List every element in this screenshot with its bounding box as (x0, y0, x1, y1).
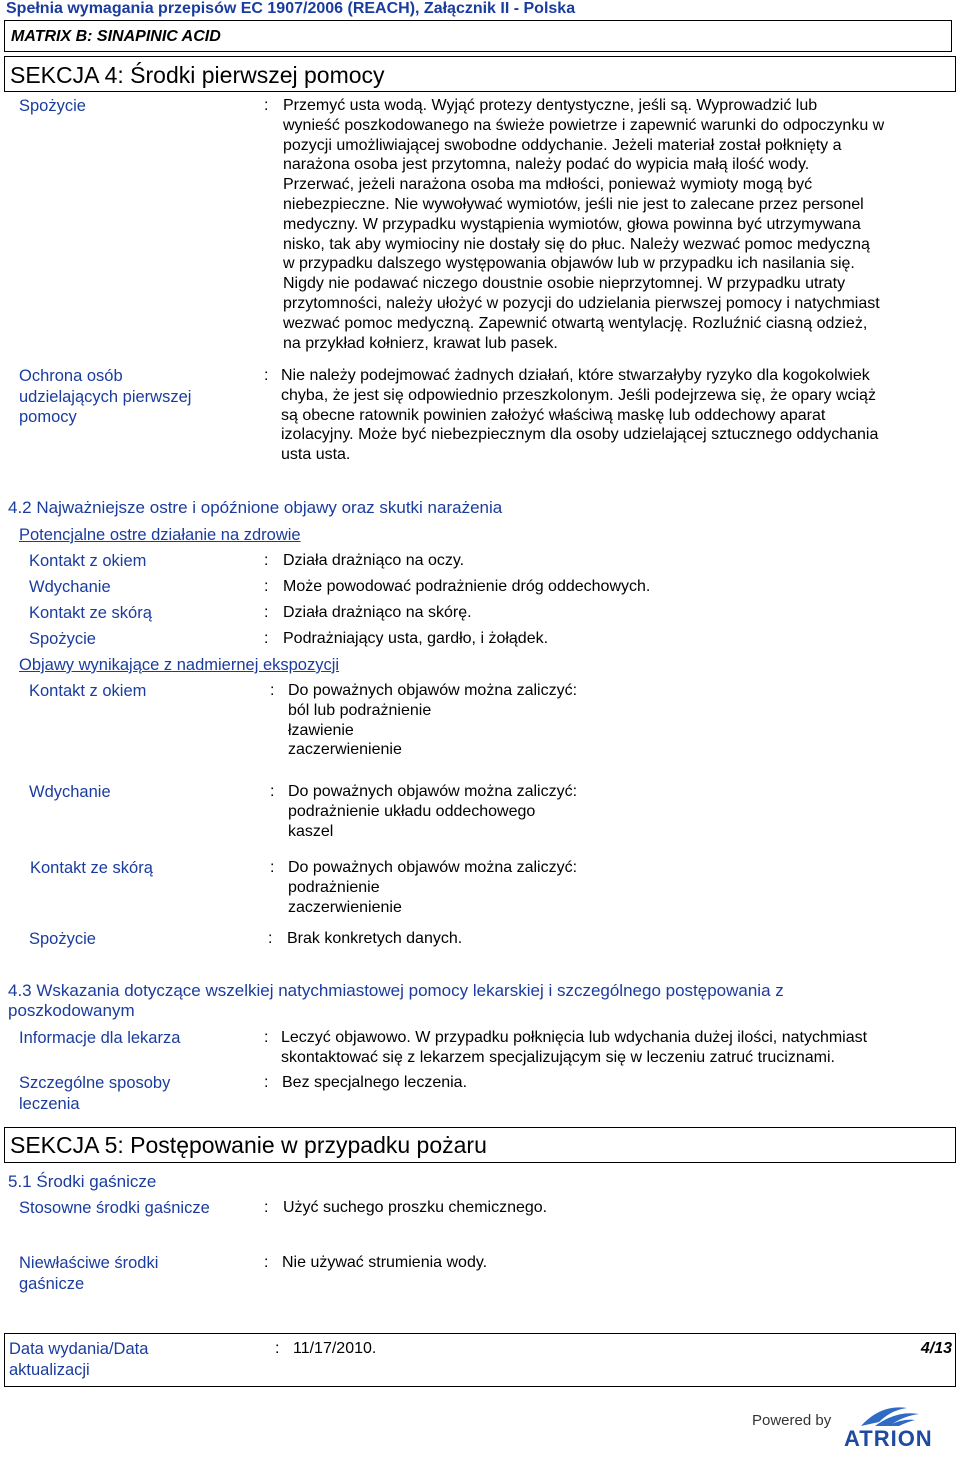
text-line: wezwać pomoc medyczną. Zapewnić otwartą wentylację. Rozluźnić ciasną odzież, (283, 314, 868, 332)
text-line: ból lub podrażnienie (288, 701, 432, 719)
label-line: udzielających pierwszej (19, 387, 192, 406)
text-line: w przypadku dalszego występowania objawów lub w przypadku ich nasilania się. (283, 255, 855, 273)
colon: : (264, 604, 269, 621)
text-line: Przerwać, jeżeli narażona osoba ma mdłości, ponieważ wymioty mogą być (283, 176, 813, 194)
document-header-title: Spełnia wymagania przepisów EC 1907/2006 (REACH), Załącznik II - Polska (6, 0, 576, 17)
over-inhalation-value (288, 782, 577, 841)
over-inhalation-label: Wdychanie (29, 783, 111, 801)
acute-inhalation-value: Może powodować podrażnienie dróg oddechowych. (283, 578, 651, 595)
acute-skin-value: Działa drażniąco na skórę. (283, 604, 472, 621)
text-line: Przemyć usta wodą. Wyjąć protezy dentystyczne, jeśli są. Wyprowadzić lub (283, 97, 818, 114)
text-line: Leczyć objawowo. W przypadku połknięcia lub wdychania dużej ilości, natychmiast (281, 1029, 868, 1046)
ingestion-text (283, 96, 955, 353)
text-line: podrażnienie (288, 878, 380, 896)
text-line: usta usta. (281, 446, 351, 464)
acute-eye-label: Kontakt z okiem (29, 552, 147, 570)
section-4-header (4, 56, 956, 92)
doctor-info-value (281, 1028, 955, 1068)
section-5-header (4, 1127, 956, 1163)
over-skin-value (288, 858, 577, 917)
acute-effects-heading: Potencjalne ostre działanie na zdrowie (19, 526, 301, 544)
text-line: zaczerwienienie (288, 898, 402, 916)
product-name-box (4, 20, 952, 52)
label-line: leczenia (19, 1094, 80, 1113)
colon: : (268, 930, 273, 947)
section-4-title: SEKCJA 4: Środki pierwszej pomocy (10, 62, 385, 88)
powered-by-text: Powered by (752, 1412, 832, 1429)
label-line: Szczególne sposoby (19, 1074, 171, 1092)
label-line: Niewłaściwe środki (19, 1254, 159, 1272)
text-line: skontaktować się z lekarzem specjalizującym się w leczeniu zatruć truciznami. (281, 1048, 835, 1066)
ingestion-label: Spożycie (19, 97, 86, 115)
title-line: poszkodowanym (8, 1001, 135, 1020)
suitable-media-value: Użyć suchego proszku chemicznego. (283, 1199, 548, 1216)
label-line: Data wydania/Data (9, 1340, 149, 1358)
text-line: na przykład kołnierz, krawat lub pasek. (283, 334, 558, 352)
colon: : (264, 1074, 269, 1091)
over-ingestion-value: Brak konkretych danych. (287, 930, 463, 947)
suitable-media-label: Stosowne środki gaśnicze (19, 1199, 210, 1217)
overexposure-heading: Objawy wynikające z nadmiernej ekspozycji (19, 656, 340, 674)
text-line: nisko, tak aby wymiociny nie dostały się do płuc. Należy wezwać pomoc medyczną (283, 235, 870, 253)
subsection-4-3-title (8, 981, 948, 1021)
text-line: niebezpieczne. Nie wywoływać wymiotów, jeśli nie jest to zalecane przez personel (283, 195, 864, 213)
text-line: Do poważnych objawów można zaliczyć: (288, 859, 578, 876)
unsuitable-media-value: Nie używać strumienia wody. (282, 1254, 488, 1271)
subsection-5-1-title: 5.1 Środki gaśnicze (8, 1172, 157, 1191)
text-line: wynieść poszkodowanego na świeże powietrze i zapewnić warunki do odpoczynku w (283, 116, 885, 134)
subsection-4-2-title: 4.2 Najważniejsze ostre i opóźnione objawy oraz skutki narażenia (8, 498, 503, 517)
acute-ingestion-value: Podrażniający usta, gardło, i żołądek. (283, 630, 549, 647)
acute-inhalation-label: Wdychanie (29, 578, 111, 596)
over-eye-value (288, 681, 577, 760)
colon: : (270, 682, 275, 699)
text-line: Nigdy nie podawać niczego doustnie osobie nieprzytomnej. W przypadku utraty (283, 275, 846, 293)
text-line: Nie należy podejmować żadnych działań, które stwarzałyby ryzyko dla kogokolwiek (281, 367, 870, 384)
colon: : (275, 1340, 280, 1357)
acute-skin-label: Kontakt ze skórą (29, 604, 152, 622)
colon: : (264, 552, 269, 569)
page-number: 4/13 (920, 1340, 952, 1357)
colon: : (270, 859, 275, 876)
over-skin-label: Kontakt ze skórą (30, 859, 153, 877)
footer-box (4, 1333, 956, 1387)
colon: : (264, 630, 269, 647)
issue-date-label (9, 1339, 148, 1380)
over-ingestion-label: Spożycie (29, 930, 96, 948)
text-line: narażona osoba jest przytomna, należy podać do wypicia małą ilość wody. (283, 156, 810, 174)
label-line: Ochrona osób (19, 367, 123, 385)
label-line: pomocy (19, 408, 77, 426)
issue-date-value: 11/17/2010. (293, 1340, 377, 1357)
over-eye-label: Kontakt z okiem (29, 682, 147, 700)
text-line: przytomności, należy ułożyć w pozycji do udzielania pierwszej pomocy i natychmiast (283, 294, 880, 312)
text-line: zaczerwienienie (288, 741, 402, 759)
text-line: izolacyjny. Może być niebezpiecznym dla osoby udzielającej sztucznego oddychania (281, 426, 879, 444)
text-line: Do poważnych objawów można zaliczyć: (288, 783, 578, 800)
text-line: łzawienie (288, 721, 354, 739)
unsuitable-media-label (19, 1253, 158, 1294)
text-line: kaszel (288, 822, 334, 840)
product-name: MATRIX B: SINAPINIC ACID (11, 28, 221, 45)
colon: : (264, 367, 269, 384)
colon: : (264, 97, 269, 114)
colon: : (264, 1199, 269, 1216)
acute-ingestion-label: Spożycie (29, 630, 96, 648)
special-treatment-value: Bez specjalnego leczenia. (282, 1074, 468, 1091)
atrion-logo-text: ATRION (844, 1426, 933, 1451)
text-line: Do poważnych objawów można zaliczyć: (288, 682, 578, 699)
protection-text (281, 366, 955, 465)
colon: : (264, 1254, 269, 1271)
label-line: aktualizacji (9, 1360, 90, 1379)
section-5-title: SEKCJA 5: Postępowanie w przypadku pożaru (10, 1132, 487, 1158)
colon: : (264, 578, 269, 595)
text-line: są obecne ratownik powinien założyć właściwą maskę lub oddechowy aparat (281, 406, 826, 424)
text-line: medyczny. W przypadku wystąpienia wymiotów, głowa powinna być utrzymywana (283, 215, 861, 233)
text-line: pozycji umożliwiającej swobodne oddychanie. Jeżeli materiał został połknięty a (283, 136, 842, 154)
label-line: gaśnicze (19, 1274, 85, 1293)
doctor-info-label: Informacje dla lekarza (19, 1029, 181, 1047)
text-line: chyba, że jest się odpowiednio przeszkolonym. Jeśli podejrzewa się, że opary wciąż (281, 386, 876, 404)
acute-eye-value: Działa drażniąco na oczy. (283, 552, 465, 569)
special-treatment-label (19, 1073, 170, 1114)
colon: : (264, 1029, 269, 1046)
text-line: podrażnienie układu oddechowego (288, 802, 536, 820)
title-line: 4.3 Wskazania dotyczące wszelkiej natychmiastowej pomocy lekarskiej i szczególnego postępowania z (8, 981, 784, 1000)
protection-label (19, 366, 191, 428)
colon: : (270, 783, 275, 800)
